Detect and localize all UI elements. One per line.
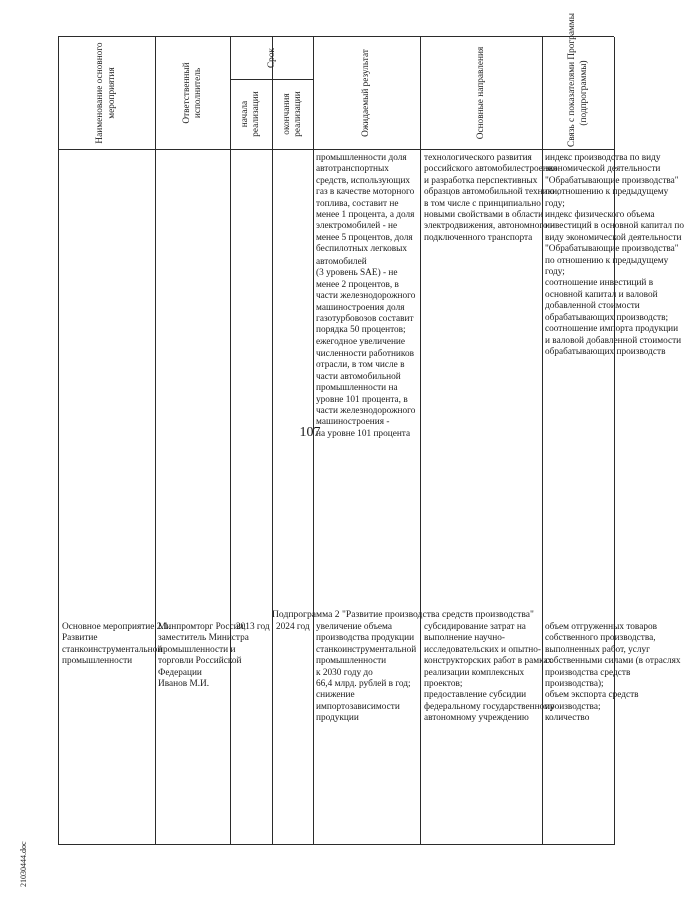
file-code: 21030444.doc xyxy=(19,841,28,887)
header-col1: Наименование основного мероприятия xyxy=(95,42,117,144)
cont-result-text-2: автомобилей (3 уровень SAE) - не менее 2 процентов, в части железнодорожного машиностроения доля газотурбовозов составит порядка 50 процентов; ежегодное увеличение xyxy=(316,257,416,347)
header-result: Ожидаемый результат xyxy=(361,49,371,137)
measure-link-text: объем отгруженных товаров собственного производства, выполненных работ, услуг собственными силами (в отраслях производства средств производства); объем экспорта средств производства; количество xyxy=(545,622,681,724)
table-left-border xyxy=(58,844,614,845)
measure-end-text: 2024 год xyxy=(276,622,310,632)
measure-result-text: увеличение объема производства продукции станкоинструментальной промышленности к 2030 году до 66,4 млрд. рублей в год; снижение импортозависимости продукции xyxy=(316,622,417,724)
page-number: 107 xyxy=(299,425,321,440)
header-directions: Основные направления xyxy=(476,46,486,140)
cont-result-text-3: численности работников отрасли, в том числе в части автомобильной промышленности на уровне 101 процента, в части железнодорожного машиностроения - на уровне 101 процента xyxy=(316,349,416,439)
term-split-line xyxy=(230,79,313,80)
measure-directions-text: субсидирование затрат на выполнение научно- исследовательских и опытно- конструкторских работ в рамках реализации комплексных проектов; предоставление субсидии федеральному государственному автономному учреждению xyxy=(424,622,555,724)
header-bottom-line xyxy=(58,149,614,150)
subprogram-title: Подпрограмма 2 "Развитие производства средств производства" xyxy=(272,609,534,620)
col-sep-5 xyxy=(420,37,421,845)
cont-directions-text: технологического развития российского автомобилестроения и разработка перспективных образцов автомобильной техники, в том числе с принципиально новыми свойствами в области электродвижения, автономного и подключенного транспорта xyxy=(424,153,560,243)
header-start: начала реализации xyxy=(239,91,261,137)
header-term: Срок xyxy=(267,48,277,69)
measure-start-text: 2013 год xyxy=(236,622,270,632)
measure-name-text: Основное мероприятие 2.1. Развитие станкоинструментальной промышленности xyxy=(62,622,171,667)
header-link: Связь с показателями Программы (подпрограммы) xyxy=(567,12,589,147)
measure-executor-text: Минпромторг России, заместитель Министра промышленности и торговли Российской Федерации Иванов М.И. xyxy=(158,622,249,690)
header-col2: Ответственный исполнитель xyxy=(181,62,203,124)
cont-result-text: промышленности доля автотранспортных средств, использующих газ в качестве моторного топлива, составит не менее 1 процента, а доля электромобилей - не менее 5 процентов, доля беспилотных легковых xyxy=(316,153,415,255)
header-end: окончания реализации xyxy=(281,91,303,137)
table-right-border xyxy=(58,36,614,37)
cont-link-text: индекс производства по виду экономической деятельности "Обрабатывающие производства" по отношению к предыдущему году; индекс физического объема инвестиций в основной капитал по виду экономической деятельности "Обрабатывающие производства" по отношению к предыдущему году; соотношение инвестиций в основной капитал и валовой добавленной стоимости обрабатывающих производств; соотношение импорта продукции и валовой добавленной стоимости обрабатывающих производств xyxy=(545,153,684,357)
